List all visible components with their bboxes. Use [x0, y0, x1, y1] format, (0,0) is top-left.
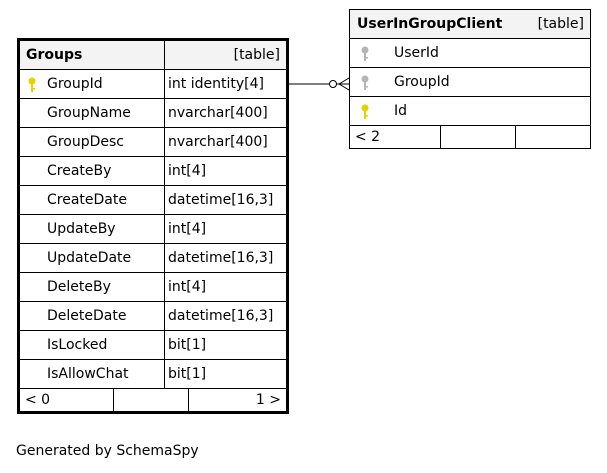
groups-column-type: datetime[16,3]: [165, 186, 288, 215]
column-name-text: DeleteDate: [47, 308, 127, 324]
column-name-text: UpdateBy: [47, 221, 116, 237]
uigc-table-name: UserInGroupClient: [357, 16, 503, 32]
user-in-group-client-table[interactable]: [349, 9, 591, 149]
groups-column-row[interactable]: [19, 331, 288, 360]
groups-column-name: [19, 302, 165, 331]
groups-column-name: [19, 273, 165, 302]
groups-column-name: [19, 99, 165, 128]
gray-key-icon: [360, 46, 370, 62]
gold-key-icon: [360, 104, 370, 120]
groups-column-row[interactable]: [19, 99, 288, 128]
groups-column-type: nvarchar[400]: [165, 99, 288, 128]
uigc-footer: [350, 126, 591, 149]
groups-column-name: [19, 186, 165, 215]
groups-column-type: datetime[16,3]: [165, 302, 288, 331]
gold-key-icon: [27, 77, 37, 93]
groups-table-name: Groups: [19, 40, 165, 70]
uigc-footer-spacer: [441, 126, 516, 148]
groups-header: [19, 40, 288, 70]
uigc-parent-count[interactable]: < 2: [350, 126, 441, 148]
uigc-column-name: [350, 39, 591, 68]
uigc-header-cell: [350, 10, 591, 39]
groups-column-row[interactable]: [19, 186, 288, 215]
column-name-text: GroupDesc: [47, 134, 125, 150]
column-name-text: GroupName: [47, 105, 131, 121]
uigc-footer-empty: [516, 126, 591, 148]
zero-optional-marker: [330, 81, 337, 88]
column-name-text: CreateDate: [47, 192, 127, 208]
column-name-text: CreateBy: [47, 163, 112, 179]
groups-parent-count[interactable]: < 0: [20, 389, 114, 411]
groups-column-row[interactable]: [19, 215, 288, 244]
groups-table-type: [table]: [165, 40, 288, 70]
groups-column-row[interactable]: [19, 244, 288, 273]
groups-column-name: [19, 70, 165, 99]
column-name-text: DeleteBy: [47, 279, 111, 295]
groups-column-name: [19, 157, 165, 186]
column-name-text: Id: [394, 103, 408, 119]
uigc-column-row[interactable]: [350, 39, 591, 68]
groups-column-row[interactable]: [19, 157, 288, 186]
uigc-header: [350, 10, 591, 39]
generated-by-text: Generated by SchemaSpy: [16, 443, 199, 459]
groups-column-row[interactable]: [19, 360, 288, 389]
groups-column-name: [19, 215, 165, 244]
groups-column-name: [19, 244, 165, 273]
groups-column-type: datetime[16,3]: [165, 244, 288, 273]
groups-column-row[interactable]: [19, 128, 288, 157]
groups-column-type: bit[1]: [165, 360, 288, 389]
column-name-text: GroupId: [47, 76, 103, 92]
uigc-column-row[interactable]: [350, 97, 591, 126]
groups-column-row[interactable]: [19, 273, 288, 302]
groups-column-type: int[4]: [165, 215, 288, 244]
column-name-text: IsLocked: [47, 337, 108, 353]
groups-column-name: [19, 128, 165, 157]
uigc-column-row[interactable]: [350, 68, 591, 97]
column-name-text: UpdateDate: [47, 250, 132, 266]
uigc-table-type: [table]: [537, 16, 584, 32]
uigc-column-name: [350, 68, 591, 97]
groups-child-count[interactable]: 1 >: [255, 392, 281, 408]
groups-footer: [19, 389, 288, 413]
column-name-text: GroupId: [394, 74, 450, 90]
groups-column-row[interactable]: [19, 302, 288, 331]
gray-key-icon: [360, 75, 370, 91]
groups-column-type: nvarchar[400]: [165, 128, 288, 157]
column-name-text: UserId: [394, 45, 439, 61]
groups-column-type: bit[1]: [165, 331, 288, 360]
groups-column-row[interactable]: [19, 70, 288, 99]
groups-column-type: int[4]: [165, 157, 288, 186]
column-name-text: IsAllowChat: [47, 366, 129, 382]
groups-table[interactable]: [17, 38, 289, 414]
groups-column-type: int[4]: [165, 273, 288, 302]
groups-column-name: [19, 360, 165, 389]
uigc-column-name: [350, 97, 591, 126]
groups-footer-spacer: [114, 389, 189, 411]
groups-column-type: int identity[4]: [165, 70, 288, 99]
groups-column-name: [19, 331, 165, 360]
